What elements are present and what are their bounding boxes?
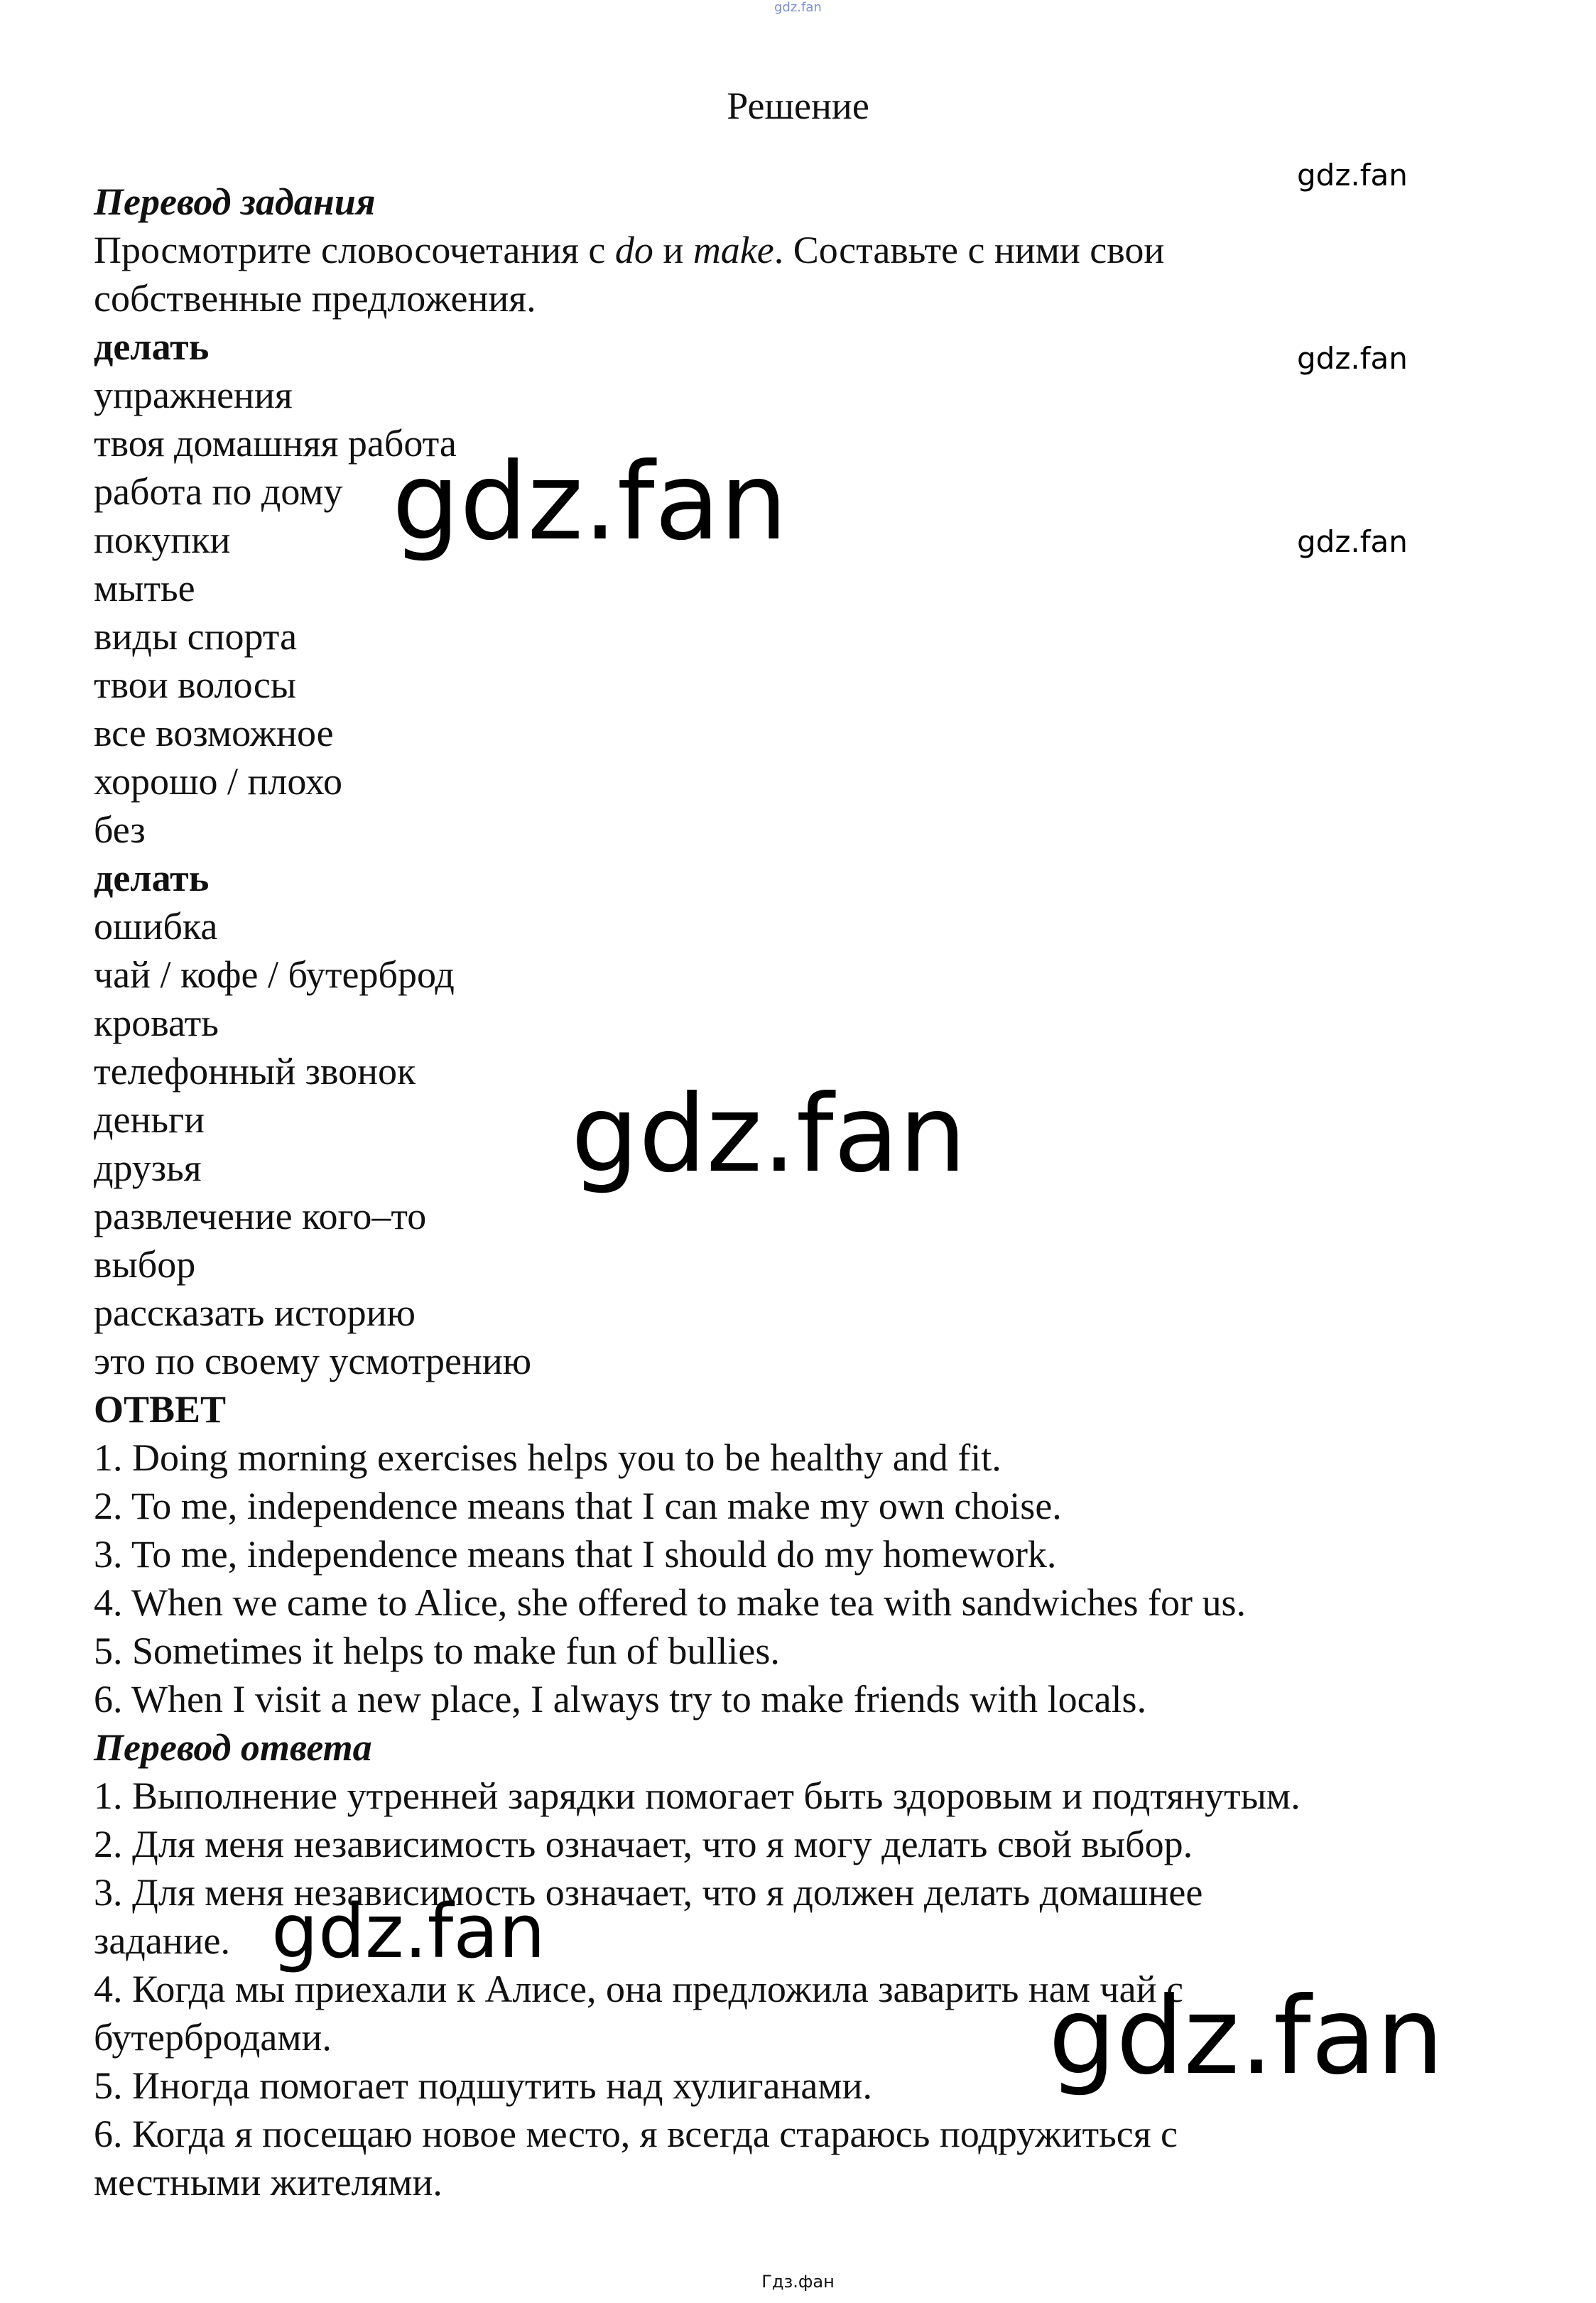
instruction-word-do: do xyxy=(614,229,653,271)
answer-translation-line: 6. Когда я посещаю новое место, я всегда стараюсь подружиться с xyxy=(94,2113,1178,2155)
make-heading: делать xyxy=(94,857,210,899)
do-item: твоя домашняя работа xyxy=(94,422,457,465)
make-item: телефонный звонок xyxy=(94,1050,416,1093)
answer-translation-line: 4. Когда мы приехали к Алисе, она предложила заварить нам чай с xyxy=(94,1968,1183,2010)
make-item: ошибка xyxy=(94,905,218,948)
answer-item: 6. When I visit a new place, I always try to make friends with locals. xyxy=(94,1678,1147,1721)
watermark: gdz.fan xyxy=(392,440,788,564)
do-item: все возможное xyxy=(94,712,334,754)
task-instruction-line-1 xyxy=(94,226,1500,274)
make-item: кровать xyxy=(94,1002,219,1044)
answer-translation-heading: Перевод ответа xyxy=(94,1726,372,1769)
do-item: виды спорта xyxy=(94,615,298,658)
answer-item: 2. To me, independence means that I can make my own choise. xyxy=(94,1485,1062,1527)
do-heading: делать xyxy=(94,325,210,368)
make-item: это по своему усмотрению xyxy=(94,1340,532,1382)
watermark: gdz.fan xyxy=(571,1073,967,1196)
task-translation-heading: Перевод задания xyxy=(94,180,376,223)
watermark: gdz.fan xyxy=(271,1888,545,1975)
do-item: хорошо / плохо xyxy=(94,760,342,803)
answer-translation-line: бутербродами. xyxy=(94,2016,332,2059)
make-item: друзья xyxy=(94,1147,202,1189)
watermark: gdz.fan xyxy=(1297,524,1408,559)
do-item: покупки xyxy=(94,519,231,561)
do-item: твои волосы xyxy=(94,663,297,706)
answer-translation-line: 2. Для меня независимость означает, что я могу делать свой выбор. xyxy=(94,1823,1193,1865)
answer-translation-line: местными жителями. xyxy=(94,2161,443,2204)
answer-heading: ОТВЕТ xyxy=(94,1388,227,1431)
do-item: работа по дому xyxy=(94,470,343,513)
do-item: без xyxy=(94,808,146,851)
watermark: gdz.fan xyxy=(1048,1975,1444,2098)
task-instruction-line-2: собственные предложения. xyxy=(94,277,536,320)
make-item: выбор xyxy=(94,1243,196,1286)
make-item: развлечение кого–то xyxy=(94,1195,427,1237)
answer-translation-line: 1. Выполнение утренней зарядки помогает быть здоровым и подтянутым. xyxy=(94,1774,1301,1817)
do-item: мытье xyxy=(94,567,195,609)
top-site-mark: gdz.fan xyxy=(774,0,822,15)
answer-translation-line: задание. xyxy=(94,1919,231,1962)
page-title: Решение xyxy=(727,85,869,127)
instruction-word-make: make xyxy=(693,229,774,271)
answer-item: 5. Sometimes it helps to make fun of bullies. xyxy=(94,1630,780,1672)
do-item: упражнения xyxy=(94,374,293,416)
make-item: деньги xyxy=(94,1098,205,1141)
answer-item: 1. Doing morning exercises helps you to be healthy and fit. xyxy=(94,1436,1001,1479)
page-footer: Гдз.фан xyxy=(761,2272,835,2292)
watermark: gdz.fan xyxy=(1297,158,1408,193)
answer-translation-line: 5. Иногда помогает подшутить над хулиганами. xyxy=(94,2064,872,2107)
instruction-text-3: . Составьте с ними свои xyxy=(773,229,1165,271)
answer-item: 4. When we came to Alice, she offered to make tea with sandwiches for us. xyxy=(94,1581,1246,1624)
instruction-text-2: и xyxy=(653,229,693,271)
answer-item: 3. To me, independence means that I should do my homework. xyxy=(94,1533,1057,1576)
watermark: gdz.fan xyxy=(1297,341,1408,376)
instruction-text-1: Просмотрите словосочетания с xyxy=(94,229,615,271)
make-item: рассказать историю xyxy=(94,1291,416,1334)
answer-translation-line: 3. Для меня независимость означает, что я должен делать домашнее xyxy=(94,1871,1203,1914)
make-item: чай / кофе / бутерброд xyxy=(94,953,455,996)
